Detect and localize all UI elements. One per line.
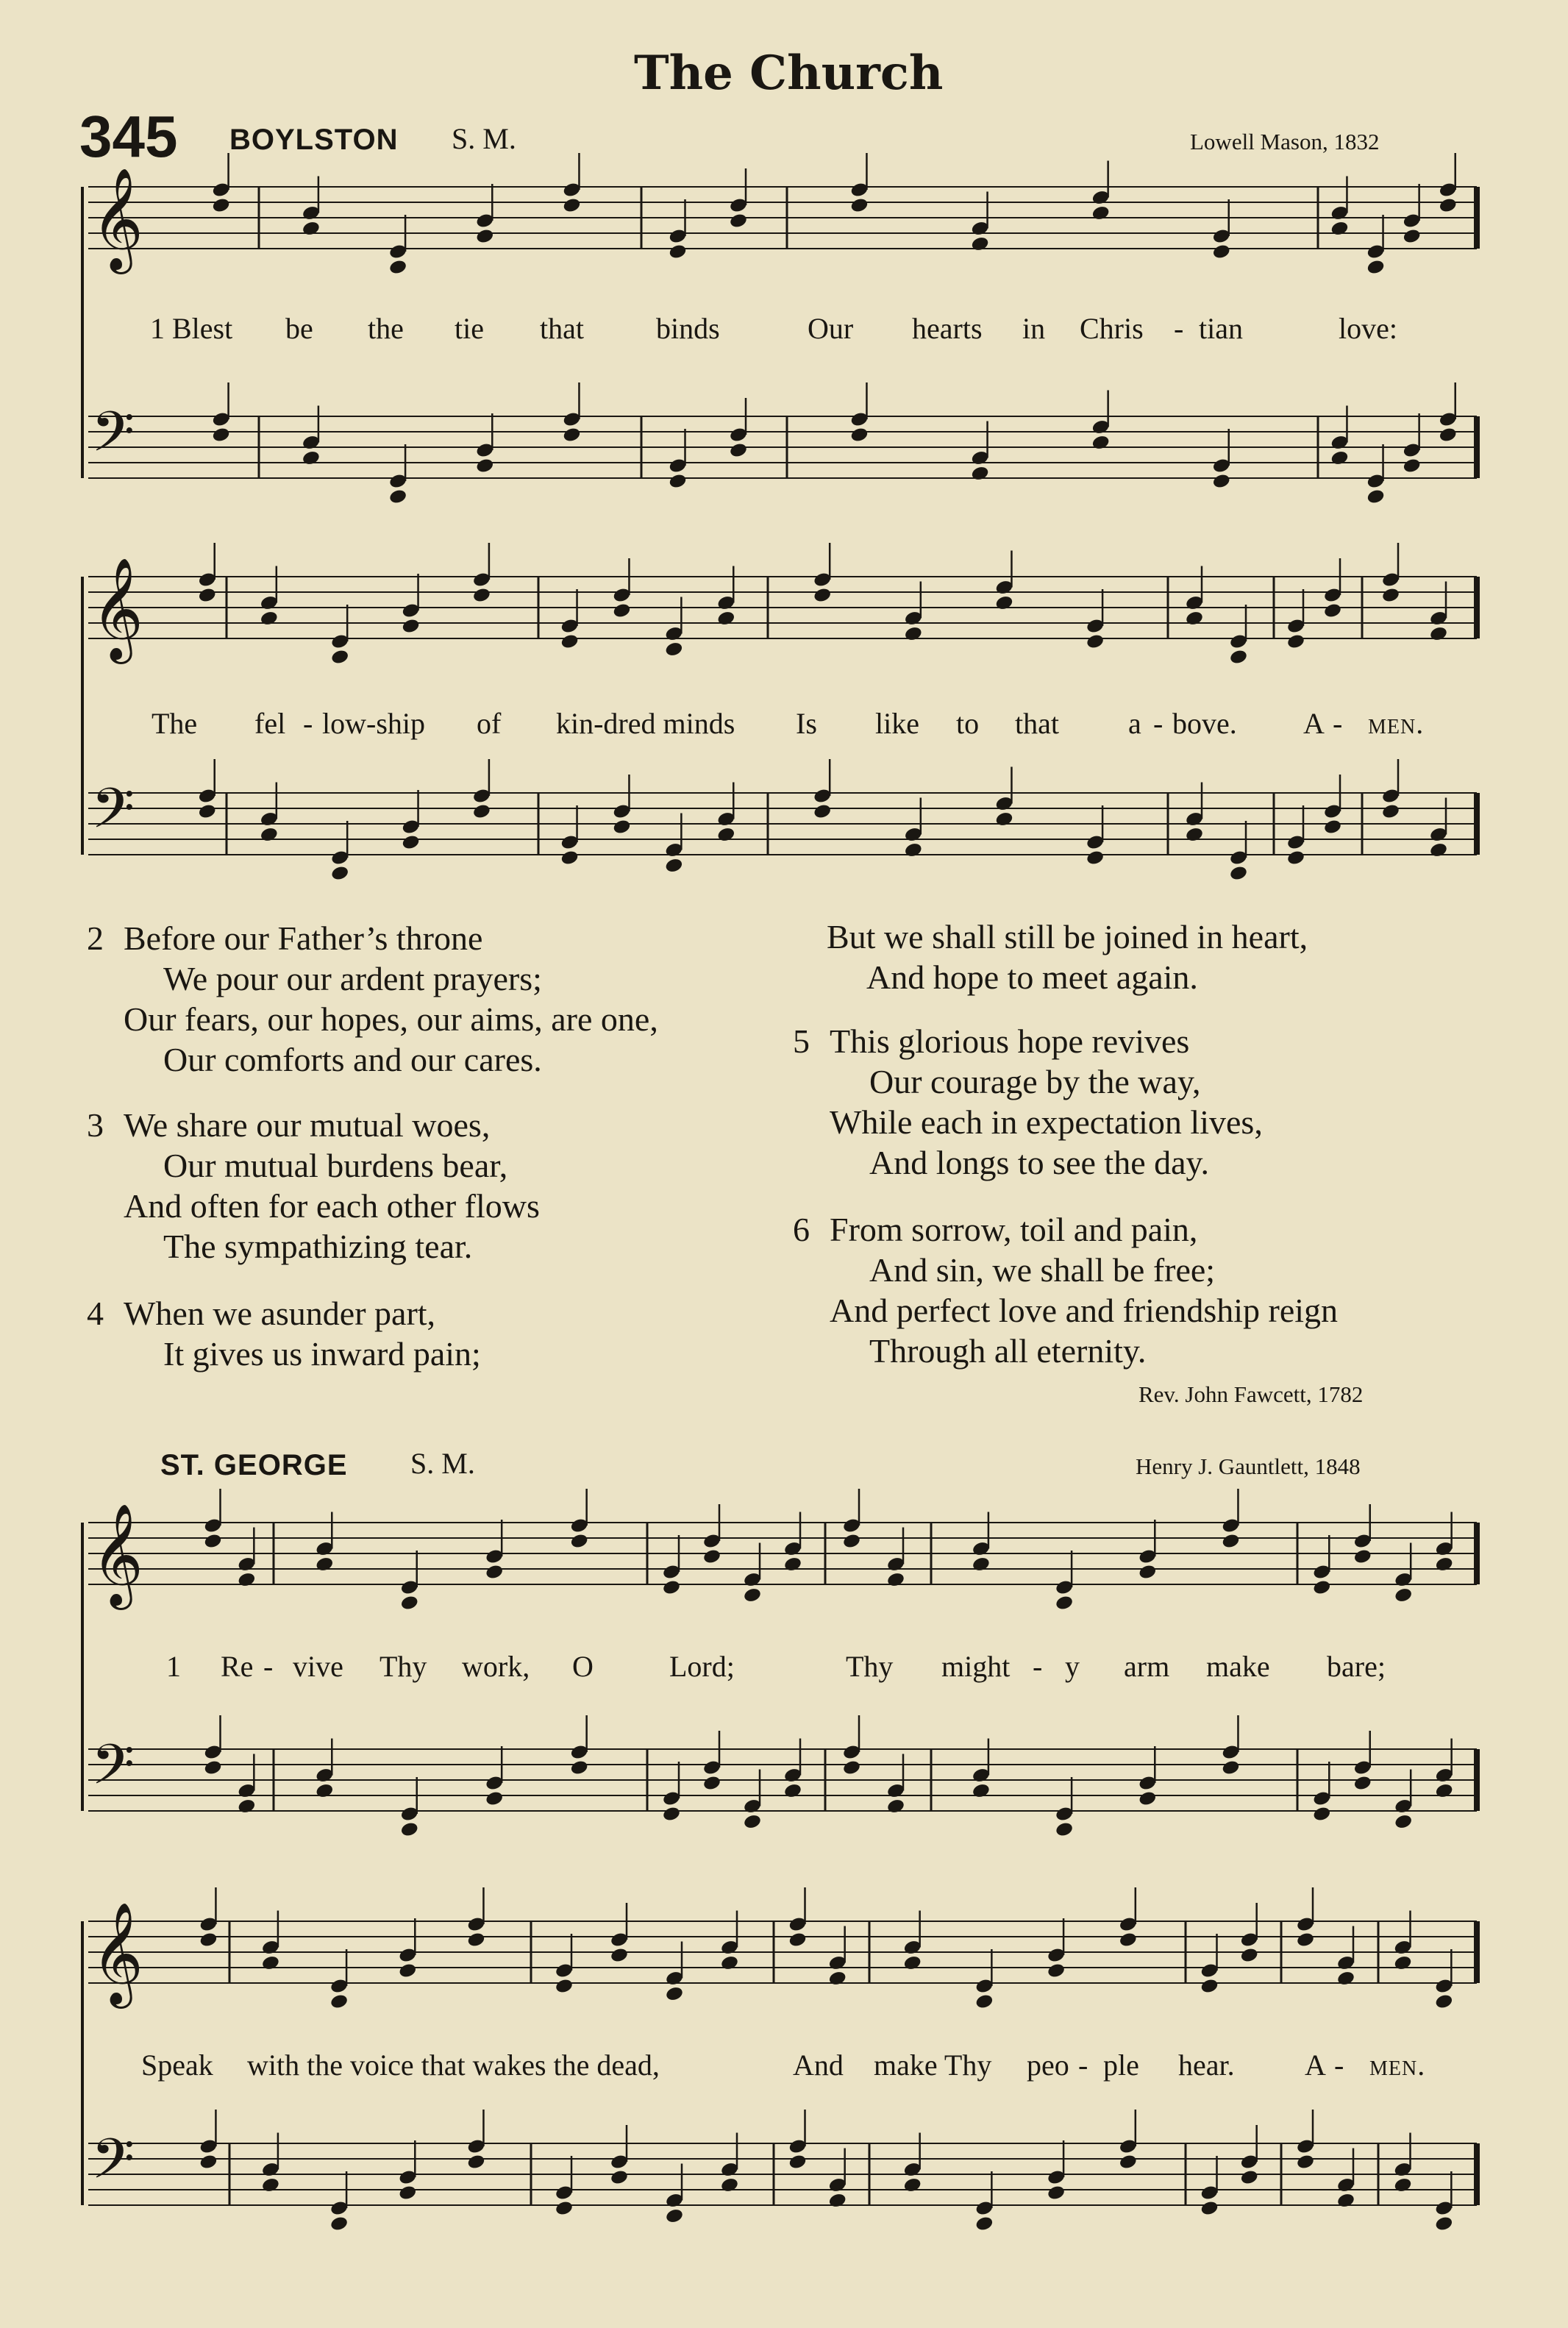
note-head [1091,204,1111,221]
note-head [1394,1813,1413,1830]
note-head [702,1548,721,1565]
note-head [970,465,989,482]
stanza-6 [793,1209,1339,1371]
note-head [783,1556,802,1573]
note-head [720,1954,739,1971]
note-head [1403,228,1422,245]
note-head [198,587,217,604]
note-head [668,243,687,260]
note-head [1212,473,1231,490]
lyric-syllable: that [540,312,584,345]
lyric-syllable: vive [293,1650,343,1683]
note-head [970,235,989,252]
stanza-2 [87,918,658,1080]
note-head [329,2215,349,2232]
verse-line: Through all eternity. [869,1332,1147,1370]
note-head [261,2176,280,2193]
note-head [562,197,581,214]
note-head [199,2154,218,2171]
note-head [203,1533,222,1550]
lyric-syllable: Our [808,312,854,345]
note-head [665,1985,684,2002]
note-head [729,213,748,229]
bass-clef: 𝄢 [91,399,135,478]
note-head [330,865,349,882]
note-head [886,1571,905,1588]
lyric-syllable: ple [1103,2048,1139,2082]
lyric-syllable: - [1334,2048,1344,2082]
stanza-number: 5 [793,1022,810,1060]
verse-line: Before our Father’s throne [124,919,483,957]
note-head [788,1932,807,1948]
note-head [388,488,407,505]
note-head [1055,1595,1074,1612]
note-head [485,1564,504,1581]
note-head [1138,1564,1157,1581]
note-head [401,834,420,851]
stanza-4-continued [827,916,1308,997]
lyric-syllable: the [368,312,404,345]
note-head [211,197,230,214]
lyric-syllable: - [1153,707,1163,740]
note-head [330,649,349,666]
lyric-syllable: bove. [1172,707,1237,740]
lyric-syllable: men. [1369,2048,1426,2082]
stanza-number: 6 [793,1211,810,1248]
lyric-syllable: The [152,707,198,740]
verse-line: From sorrow, toil and pain, [830,1211,1198,1248]
note-head [1091,434,1111,451]
verse-line: And longs to see the day. [869,1144,1210,1181]
verse-line: We pour our ardent prayers; [163,960,542,997]
note-head [1394,1587,1413,1603]
lyric-syllable: of [477,707,502,740]
tune-name: BOYLSTON [229,124,399,156]
note-head [903,2176,922,2193]
note-head [198,803,217,820]
lyric-syllable: make [1206,1650,1270,1683]
verse-line: When we asunder part, [124,1295,436,1332]
hymn-number: 345 [79,104,178,169]
verse-line: And often for each other flows [124,1187,540,1225]
note-head [849,197,869,214]
note-head [1200,1978,1219,1995]
note-head [904,625,923,642]
verse-line: Our comforts and our cares. [163,1041,542,1078]
note-head [1439,427,1458,444]
treble-clef: 𝄞 [91,1503,143,1606]
note-head [813,587,832,604]
note-head [729,442,748,459]
note-head [302,220,321,237]
note-head [237,1571,256,1588]
page-title: The Church [634,46,944,101]
note-head [972,1556,991,1573]
composer-credit: Lowell Mason, 1832 [1190,129,1380,154]
note-head [849,427,869,444]
note-head [560,633,579,650]
note-head [1393,1954,1412,1971]
note-head [1312,1806,1331,1823]
note-head [1286,633,1305,650]
note-head [466,1932,485,1948]
lyrics-system-2 [0,706,1568,743]
note-head [562,427,581,444]
note-head [813,803,832,820]
note-head [994,811,1013,827]
note-head [1286,850,1305,866]
note-head [398,2185,417,2201]
note-head [475,228,494,245]
note-head [1221,1533,1240,1550]
note-head [1296,2154,1315,2171]
note-head [1312,1579,1331,1596]
note-head [1323,602,1342,619]
verse-line: But we shall still be joined in heart, [827,918,1308,955]
note-head [1366,259,1385,276]
verse-line: This glorious hope revives [830,1022,1190,1060]
note-head [555,2200,574,2217]
note-head [716,610,735,627]
lyric-syllable: love: [1339,312,1397,345]
note-head [570,1759,589,1776]
bass-clef: 𝄢 [91,776,135,855]
note-head [485,1790,504,1807]
lyric-syllable: tian [1199,312,1243,345]
note-head [261,1954,280,1971]
lyric-syllable: - [1033,1650,1043,1683]
note-head [315,1782,334,1799]
lyric-syllable: - [1078,2048,1088,2082]
note-head [1086,633,1105,650]
note-head [1429,841,1448,858]
note-head [199,1932,218,1948]
note-head [612,602,631,619]
bass-clef: 𝄢 [91,1732,135,1811]
stanza-number: 4 [87,1295,104,1332]
note-head [237,1798,256,1815]
note-head [260,610,279,627]
tune-name: ST. GEORGE [160,1449,348,1481]
note-head [664,857,683,874]
note-head [1229,649,1248,666]
lyric-syllable: bare; [1327,1650,1386,1683]
lyric-syllable: tie [455,312,484,345]
note-head [1185,610,1204,627]
lyric-syllable: a [1128,707,1141,740]
note-head [665,2207,684,2224]
note-head [388,259,407,276]
note-head [1381,803,1400,820]
treble-clef: 𝄞 [91,558,143,660]
note-head [1353,1775,1372,1792]
bass-clef: 𝄢 [91,2126,135,2205]
note-head [1119,2154,1138,2171]
lyrics-system-3 [0,1649,1568,1686]
lyric-syllable: in [1022,312,1046,345]
note-head [886,1798,905,1815]
note-head [472,803,491,820]
stanza-5 [793,1021,1263,1183]
lyric-syllable: y [1065,1650,1080,1683]
lyrics-system-4 [0,2048,1568,2085]
note-head [1221,1759,1240,1776]
verse-line: Our courage by the way, [869,1063,1201,1100]
lyric-syllable: binds [656,312,720,345]
lyric-syllable: kin-dred minds [556,707,735,740]
note-head [664,641,683,658]
note-head [1330,449,1349,466]
tune-meter: S. M. [410,1447,475,1480]
lyric-syllable: make Thy [874,2048,992,2082]
note-head [400,1821,419,1838]
note-head [1429,625,1448,642]
lyric-syllable: to [956,707,980,740]
note-head [1296,1932,1315,1948]
note-head [398,1962,417,1979]
lyric-syllable: And [793,2048,844,2082]
note-head [612,819,631,836]
note-head [1336,1970,1355,1987]
note-head [1439,197,1458,214]
note-head [974,2215,994,2232]
lyric-syllable: work, [462,1650,530,1683]
note-head [315,1556,334,1573]
verse-line: The sympathizing tear. [163,1228,473,1265]
note-head [783,1782,802,1799]
note-head [466,2154,485,2171]
note-head [1086,850,1105,866]
lyric-syllable: Speak [141,2048,213,2082]
note-head [1119,1932,1138,1948]
note-head [1240,1947,1259,1964]
note-head [828,2192,847,2209]
note-head [662,1806,681,1823]
note-head [1200,2200,1219,2217]
verse-line: And hope to meet again. [866,958,1198,996]
stanza-4 [87,1293,481,1374]
lyric-syllable: might [941,1650,1011,1683]
note-head [260,826,279,843]
lyric-syllable: fel [254,707,286,740]
note-head [1212,243,1231,260]
lyric-syllable: Thy [846,1650,894,1683]
note-head [203,1759,222,1776]
note-head [1240,2169,1259,2186]
verse-line: And perfect love and friendship reign [830,1292,1339,1329]
note-head [610,1947,629,1964]
lyric-syllable: Re [221,1650,254,1683]
note-head [570,1533,589,1550]
note-head [1047,1962,1066,1979]
note-head [743,1587,762,1603]
lyric-syllable: A [1303,707,1325,740]
note-head [1047,2185,1066,2201]
note-head [1434,1993,1453,2010]
verse-line: It gives us inward pain; [163,1335,481,1373]
note-head [702,1775,721,1792]
lyric-syllable: - [1174,312,1184,345]
lyric-syllable: hearts [912,312,983,345]
note-head [1330,220,1349,237]
lyric-syllable: Thy [379,1650,427,1683]
note-head [972,1782,991,1799]
lyric-syllable: arm [1124,1650,1170,1683]
treble-clef: 𝄞 [91,168,143,270]
note-head [1138,1790,1157,1807]
verse-line: Our mutual burdens bear, [163,1147,508,1184]
lyric-syllable: A [1305,2048,1326,2082]
lyric-syllable: with the voice that wakes the dead, [247,2048,660,2082]
lyric-syllable: peo [1027,2048,1069,2082]
author-credit: Rev. John Fawcett, 1782 [1138,1381,1364,1407]
stanza-3 [87,1105,540,1267]
note-head [1323,819,1342,836]
note-head [1185,826,1204,843]
stanza-number: 3 [87,1106,104,1144]
lyric-syllable: hear. [1178,2048,1235,2082]
note-head [720,2176,739,2193]
verse-line: Our fears, our hopes, our aims, are one, [124,1000,658,1038]
note-head [1393,2176,1412,2193]
note-head [1336,2192,1355,2209]
note-head [555,1978,574,1995]
lyric-syllable: - [1333,707,1343,740]
lyric-syllable: 1 Blest [150,312,233,345]
note-head [1353,1548,1372,1565]
note-head [400,1595,419,1612]
note-head [788,2154,807,2171]
lyric-syllable: like [875,707,919,740]
note-head [1381,587,1400,604]
lyric-syllable: O [572,1650,594,1683]
note-head [302,449,321,466]
note-head [1366,488,1385,505]
lyric-syllable: men. [1368,707,1425,740]
lyric-syllable: be [285,312,313,345]
note-head [974,1993,994,2010]
note-head [560,850,579,866]
note-head [329,1993,349,2010]
lyric-syllable: - [263,1650,274,1683]
lyric-syllable: - [303,707,313,740]
note-head [1434,2215,1453,2232]
lyric-syllable: Chris [1080,312,1144,345]
lyric-syllable: Lord; [669,1650,735,1683]
note-head [994,594,1013,611]
note-head [716,826,735,843]
tune-meter: S. M. [452,122,516,155]
note-head [743,1813,762,1830]
lyric-syllable: that [1015,707,1059,740]
note-head [211,427,230,444]
note-head [828,1970,847,1987]
note-head [1055,1821,1074,1838]
note-head [903,1954,922,1971]
treble-clef: 𝄞 [91,1902,143,2004]
note-head [1229,865,1248,882]
stanza-number: 2 [87,919,104,957]
note-head [1435,1556,1454,1573]
note-head [610,2169,629,2186]
verse-line: While each in expectation lives, [830,1103,1263,1141]
lyric-syllable: 1 [166,1650,181,1683]
note-head [472,587,491,604]
note-head [475,458,494,474]
note-head [842,1533,861,1550]
note-head [401,618,420,635]
verse-line: We share our mutual woes, [124,1106,491,1144]
verse-line: And sin, we shall be free; [869,1251,1216,1289]
note-head [668,473,687,490]
lyric-syllable: Is [796,707,817,740]
lyrics-system-1 [0,311,1568,348]
composer-credit: Henry J. Gauntlett, 1848 [1136,1453,1361,1479]
note-head [842,1759,861,1776]
lyric-syllable: low-ship [322,707,425,740]
note-head [904,841,923,858]
note-head [662,1579,681,1596]
note-head [1435,1782,1454,1799]
note-head [1403,458,1422,474]
